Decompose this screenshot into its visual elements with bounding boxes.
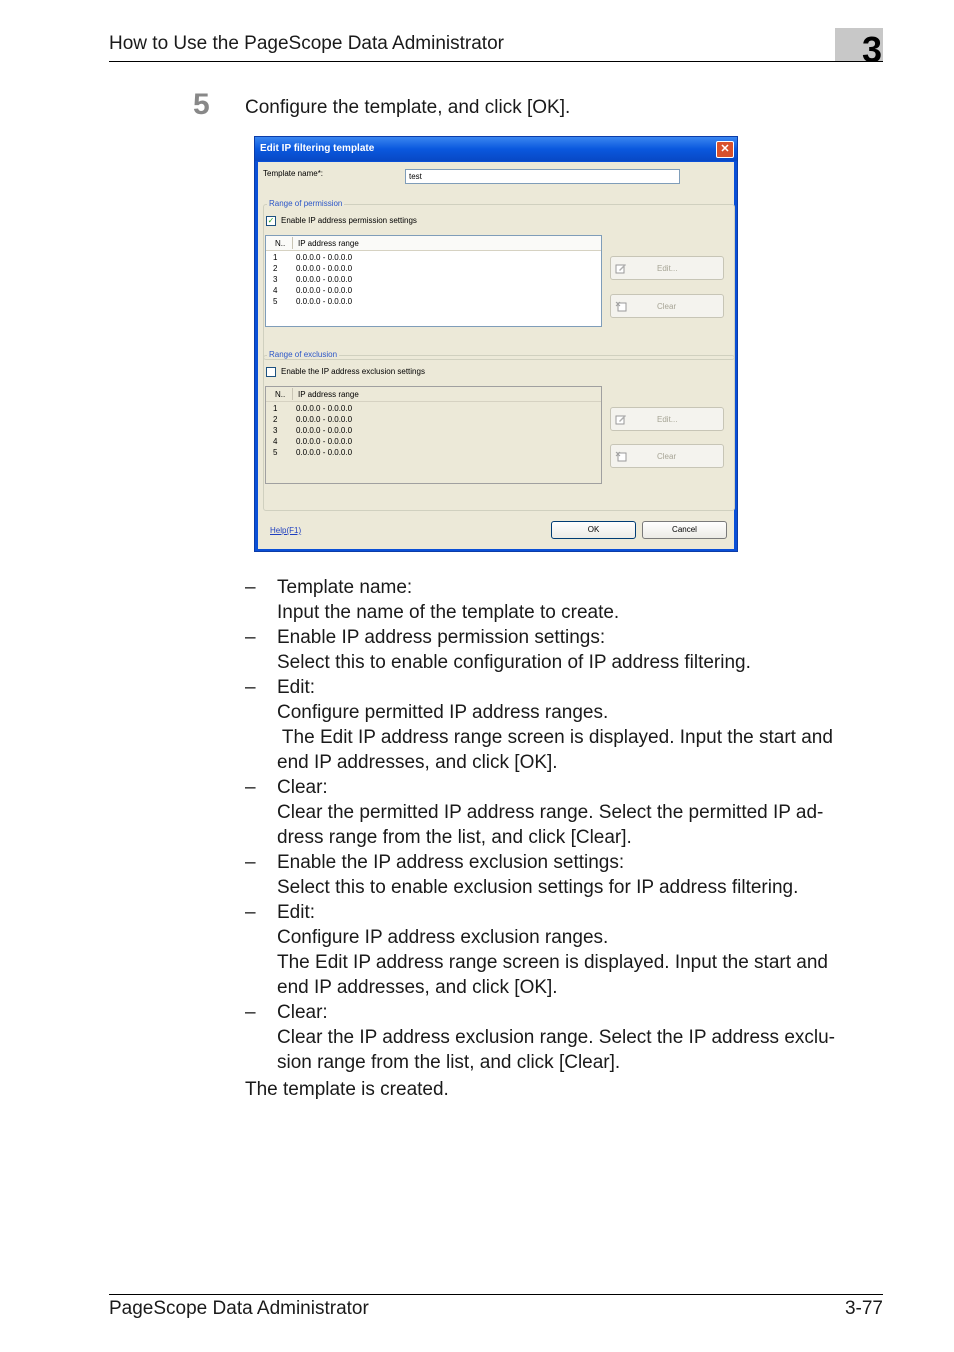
permission-checkbox[interactable] — [266, 216, 276, 226]
column-header-number[interactable]: N.. — [275, 239, 286, 248]
description-line: Select this to enable exclusion settings for IP address filtering. — [277, 877, 799, 898]
permission-edit-label: Edit... — [657, 264, 678, 273]
bullet-dash: – — [245, 777, 256, 798]
permission-list[interactable] — [265, 235, 602, 327]
description-line: end IP addresses, and click [OK]. — [277, 977, 558, 998]
row-number: 5 — [273, 297, 278, 306]
description-line: end IP addresses, and click [OK]. — [277, 752, 558, 773]
cancel-button[interactable]: Cancel — [642, 521, 727, 539]
description-line: The Edit IP address range screen is displayed. Input the start and — [277, 952, 828, 973]
list-item[interactable] — [266, 252, 601, 263]
exclusion-edit-label: Edit... — [657, 415, 678, 424]
row-number: 4 — [273, 437, 278, 446]
description-line: Enable the IP address exclusion settings: — [277, 852, 625, 873]
description-line: Select this to enable configuration of IP address filtering. — [277, 652, 751, 673]
dialog-title: Edit IP filtering template — [260, 143, 375, 154]
row-range: 0.0.0.0 - 0.0.0.0 — [296, 415, 353, 424]
edit-icon — [615, 413, 627, 425]
bullet-dash: – — [245, 577, 256, 598]
description-line: Clear the permitted IP address range. Select the permitted IP ad- — [277, 802, 824, 823]
row-number: 5 — [273, 448, 278, 457]
row-number: 1 — [273, 253, 278, 262]
dialog-titlebar[interactable] — [255, 137, 737, 161]
description-line: Configure permitted IP address ranges. — [277, 702, 609, 723]
row-range: 0.0.0.0 - 0.0.0.0 — [296, 264, 353, 273]
description-line: Edit: — [277, 902, 316, 923]
help-link[interactable]: Help(F1) — [270, 526, 302, 535]
permission-clear-button[interactable] — [610, 294, 724, 318]
description-line: Clear: — [277, 1002, 328, 1023]
chapter-number — [835, 28, 883, 61]
ok-button[interactable]: OK — [551, 521, 636, 539]
permission-clear-label: Clear — [657, 302, 677, 311]
step-number: 5 — [193, 88, 210, 121]
list-item[interactable] — [266, 447, 601, 458]
row-range: 0.0.0.0 - 0.0.0.0 — [296, 253, 353, 262]
row-number: 2 — [273, 415, 278, 424]
check-mark-icon: ✓ — [267, 216, 275, 225]
description-line: Template name: — [277, 577, 413, 598]
column-separator[interactable] — [292, 388, 293, 400]
clear-icon — [615, 450, 627, 462]
row-range: 0.0.0.0 - 0.0.0.0 — [296, 297, 353, 306]
exclusion-list[interactable] — [265, 386, 602, 484]
row-range: 0.0.0.0 - 0.0.0.0 — [296, 448, 353, 457]
exclusion-clear-label: Clear — [657, 452, 677, 461]
list-item — [245, 775, 885, 850]
column-separator[interactable] — [292, 237, 293, 249]
row-number: 3 — [273, 275, 278, 284]
list-item — [245, 675, 885, 775]
list-item[interactable] — [266, 296, 601, 307]
row-number: 3 — [273, 426, 278, 435]
list-item[interactable] — [266, 285, 601, 296]
description-line: Edit: — [277, 677, 316, 698]
list-item[interactable] — [266, 425, 601, 436]
description-line: The Edit IP address range screen is displayed. Input the start and — [277, 727, 833, 748]
list-item[interactable] — [266, 436, 601, 447]
dialog-client — [258, 162, 734, 549]
exclusion-checkbox-label: Enable the IP address exclusion settings — [281, 367, 425, 376]
footer-product: PageScope Data Administrator — [109, 1298, 369, 1319]
row-range: 0.0.0.0 - 0.0.0.0 — [296, 426, 353, 435]
list-item[interactable] — [266, 263, 601, 274]
description-line: Clear: — [277, 777, 328, 798]
row-range: 0.0.0.0 - 0.0.0.0 — [296, 286, 353, 295]
list-item[interactable] — [266, 403, 601, 414]
exclusion-edit-button[interactable] — [610, 407, 724, 431]
list-item — [245, 1000, 885, 1075]
description-line: Clear the IP address exclusion range. Select the IP address exclu- — [277, 1027, 835, 1048]
column-header-number[interactable]: N.. — [275, 390, 286, 399]
permission-edit-button[interactable] — [610, 256, 724, 280]
description-line: sion range from the list, and click [Clear]. — [277, 1052, 621, 1073]
bullet-dash: – — [245, 627, 256, 648]
row-number: 4 — [273, 286, 278, 295]
bullet-dash: – — [245, 677, 256, 698]
step-text: Configure the template, and click [OK]. — [245, 97, 571, 118]
exclusion-clear-button[interactable] — [610, 444, 724, 468]
row-number: 2 — [273, 264, 278, 273]
list-item — [245, 575, 885, 625]
permission-checkbox-label: Enable IP address permission settings — [281, 216, 417, 225]
template-name-label: Template name*: — [263, 169, 324, 178]
bullet-dash: – — [245, 902, 256, 923]
exclusion-checkbox[interactable] — [266, 367, 276, 377]
row-range: 0.0.0.0 - 0.0.0.0 — [296, 404, 353, 413]
column-header-ip-range[interactable]: IP address range — [298, 239, 359, 248]
list-item[interactable] — [266, 414, 601, 425]
bullet-dash: – — [245, 1002, 256, 1023]
exclusion-group-title: Range of exclusion — [269, 350, 338, 359]
description-line: Enable IP address permission settings: — [277, 627, 606, 648]
header-rule — [109, 61, 883, 62]
row-range: 0.0.0.0 - 0.0.0.0 — [296, 275, 353, 284]
list-item — [245, 625, 885, 675]
result-text: The template is created. — [245, 1079, 449, 1100]
description-line: Input the name of the template to create. — [277, 602, 620, 623]
edit-icon — [615, 262, 627, 274]
bullet-dash: – — [245, 852, 256, 873]
footer-rule — [109, 1294, 883, 1295]
column-header-ip-range[interactable]: IP address range — [298, 390, 359, 399]
row-number: 1 — [273, 404, 278, 413]
edit-ip-filtering-dialog — [254, 136, 738, 552]
row-range: 0.0.0.0 - 0.0.0.0 — [296, 437, 353, 446]
header-title: How to Use the PageScope Data Administrator — [109, 33, 504, 54]
page-number: 3-77 — [844, 1298, 883, 1319]
chapter-number-text: 3 — [861, 29, 882, 61]
exclusion-list-header — [266, 387, 601, 402]
list-item — [245, 850, 885, 900]
description-line: Configure IP address exclusion ranges. — [277, 927, 609, 948]
close-icon[interactable]: ✕ — [716, 141, 734, 158]
permission-list-header — [266, 236, 601, 251]
description-list — [245, 575, 885, 1075]
permission-group-title: Range of permission — [269, 199, 343, 208]
list-item — [245, 900, 885, 1000]
description-line: dress range from the list, and click [Clear]. — [277, 827, 632, 848]
clear-icon — [615, 300, 627, 312]
list-item[interactable] — [266, 274, 601, 285]
template-name-input[interactable]: test — [405, 169, 680, 184]
